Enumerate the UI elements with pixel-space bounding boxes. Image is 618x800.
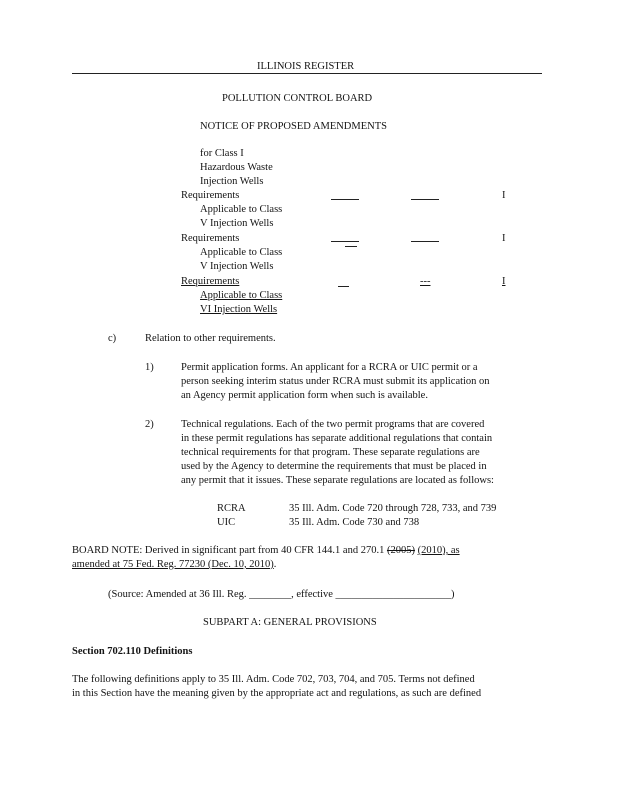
table-row4-col3: I [502,276,506,287]
table-row1-line: Hazardous Waste [200,162,273,173]
table-row3-col3: I [502,233,506,244]
source-blank-reg: ________ [249,589,292,600]
board-note-struck: (2005) [386,545,415,556]
item2-line: in these permit regulations has separate additional regulations that contain [181,433,493,444]
final-para-line: The following definitions apply to 35 Ill. Adm. Code 702, 703, 704, and 705. Terms not defined [72,674,475,685]
item1-line: person seeking interim status under RCRA must submit its application on [181,376,490,387]
table-row4-requirements: Requirements [181,276,240,287]
table-row2-col2-blank [411,199,439,200]
item2-label: 2) [145,419,154,430]
item1-line: an Agency permit application form when such is available. [181,390,428,401]
table-row2-col3: I [502,190,506,201]
item2-line: Technical regulations. Each of the two permit programs that are covered [181,419,485,430]
item2-line: technical requirements for that program. These separate regulations are [181,447,480,458]
section-c-label: c) [108,333,117,344]
board-note-period: . [273,559,277,570]
source-suffix: ) [451,589,455,600]
table-row2-col1-blank [331,199,359,200]
table-row1-line: Injection Wells [200,176,264,187]
table-row4-line: Applicable to Class [200,290,283,301]
program-name: UIC [217,517,236,528]
table-row3-col1-blank [331,241,359,242]
board-note-inserted: amended at 75 Fed. Reg. 77230 (Dec. 10, 2010) [72,559,274,570]
source-line [108,589,455,601]
source-middle: , effective [291,589,336,600]
final-para-line: in this Section have the meaning given by the appropriate act and regulations, as such are defined [72,688,482,699]
table-row2-requirements: Requirements [181,190,240,201]
board-note-text: BOARD NOTE: Derived in significant part from 40 CFR 144.1 and 270.1 [72,545,387,556]
table-row1-line: for Class I [200,148,244,159]
subpart-heading: SUBPART A: GENERAL PROVISIONS [203,617,377,628]
table-row2-line: V Injection Wells [200,218,274,229]
board-title: POLLUTION CONTROL BOARD [222,93,373,104]
section-heading: Section 702.110 Definitions [72,646,193,657]
table-row3-line: V Injection Wells [200,261,274,272]
table-row3-col2-blank [411,241,439,242]
item2-line: any permit that it issues. These separate regulations are located as follows: [181,475,494,486]
source-blank-effective: ______________________ [335,589,452,600]
table-row4-col1-blank [338,286,349,287]
table-row3-line: Applicable to Class [200,247,283,258]
table-row4-line: VI Injection Wells [200,304,278,315]
section-c-title: Relation to other requirements. [145,333,276,344]
table-row3-col1-underline [345,246,357,247]
header-rule [72,73,542,74]
notice-title: NOTICE OF PROPOSED AMENDMENTS [200,121,387,132]
source-prefix: (Source: Amended at 36 Ill. Reg. [108,589,250,600]
board-note-inserted: (2010), as [417,545,460,556]
table-row2-line: Applicable to Class [200,204,283,215]
board-note-line1 [72,545,460,557]
program-name: RCRA [217,503,246,514]
program-citation: 35 Ill. Adm. Code 730 and 738 [289,517,420,528]
item2-line: used by the Agency to determine the requirements that must be placed in [181,461,487,472]
item1-label: 1) [145,362,154,373]
program-citation: 35 Ill. Adm. Code 720 through 728, 733, and 739 [289,503,497,514]
item1-line: Permit application forms. An applicant for a RCRA or UIC permit or a [181,362,478,373]
board-note-line2 [72,559,276,571]
register-title: ILLINOIS REGISTER [257,61,355,72]
table-row3-requirements: Requirements [181,233,240,244]
table-row4-col2: --- [420,276,431,287]
